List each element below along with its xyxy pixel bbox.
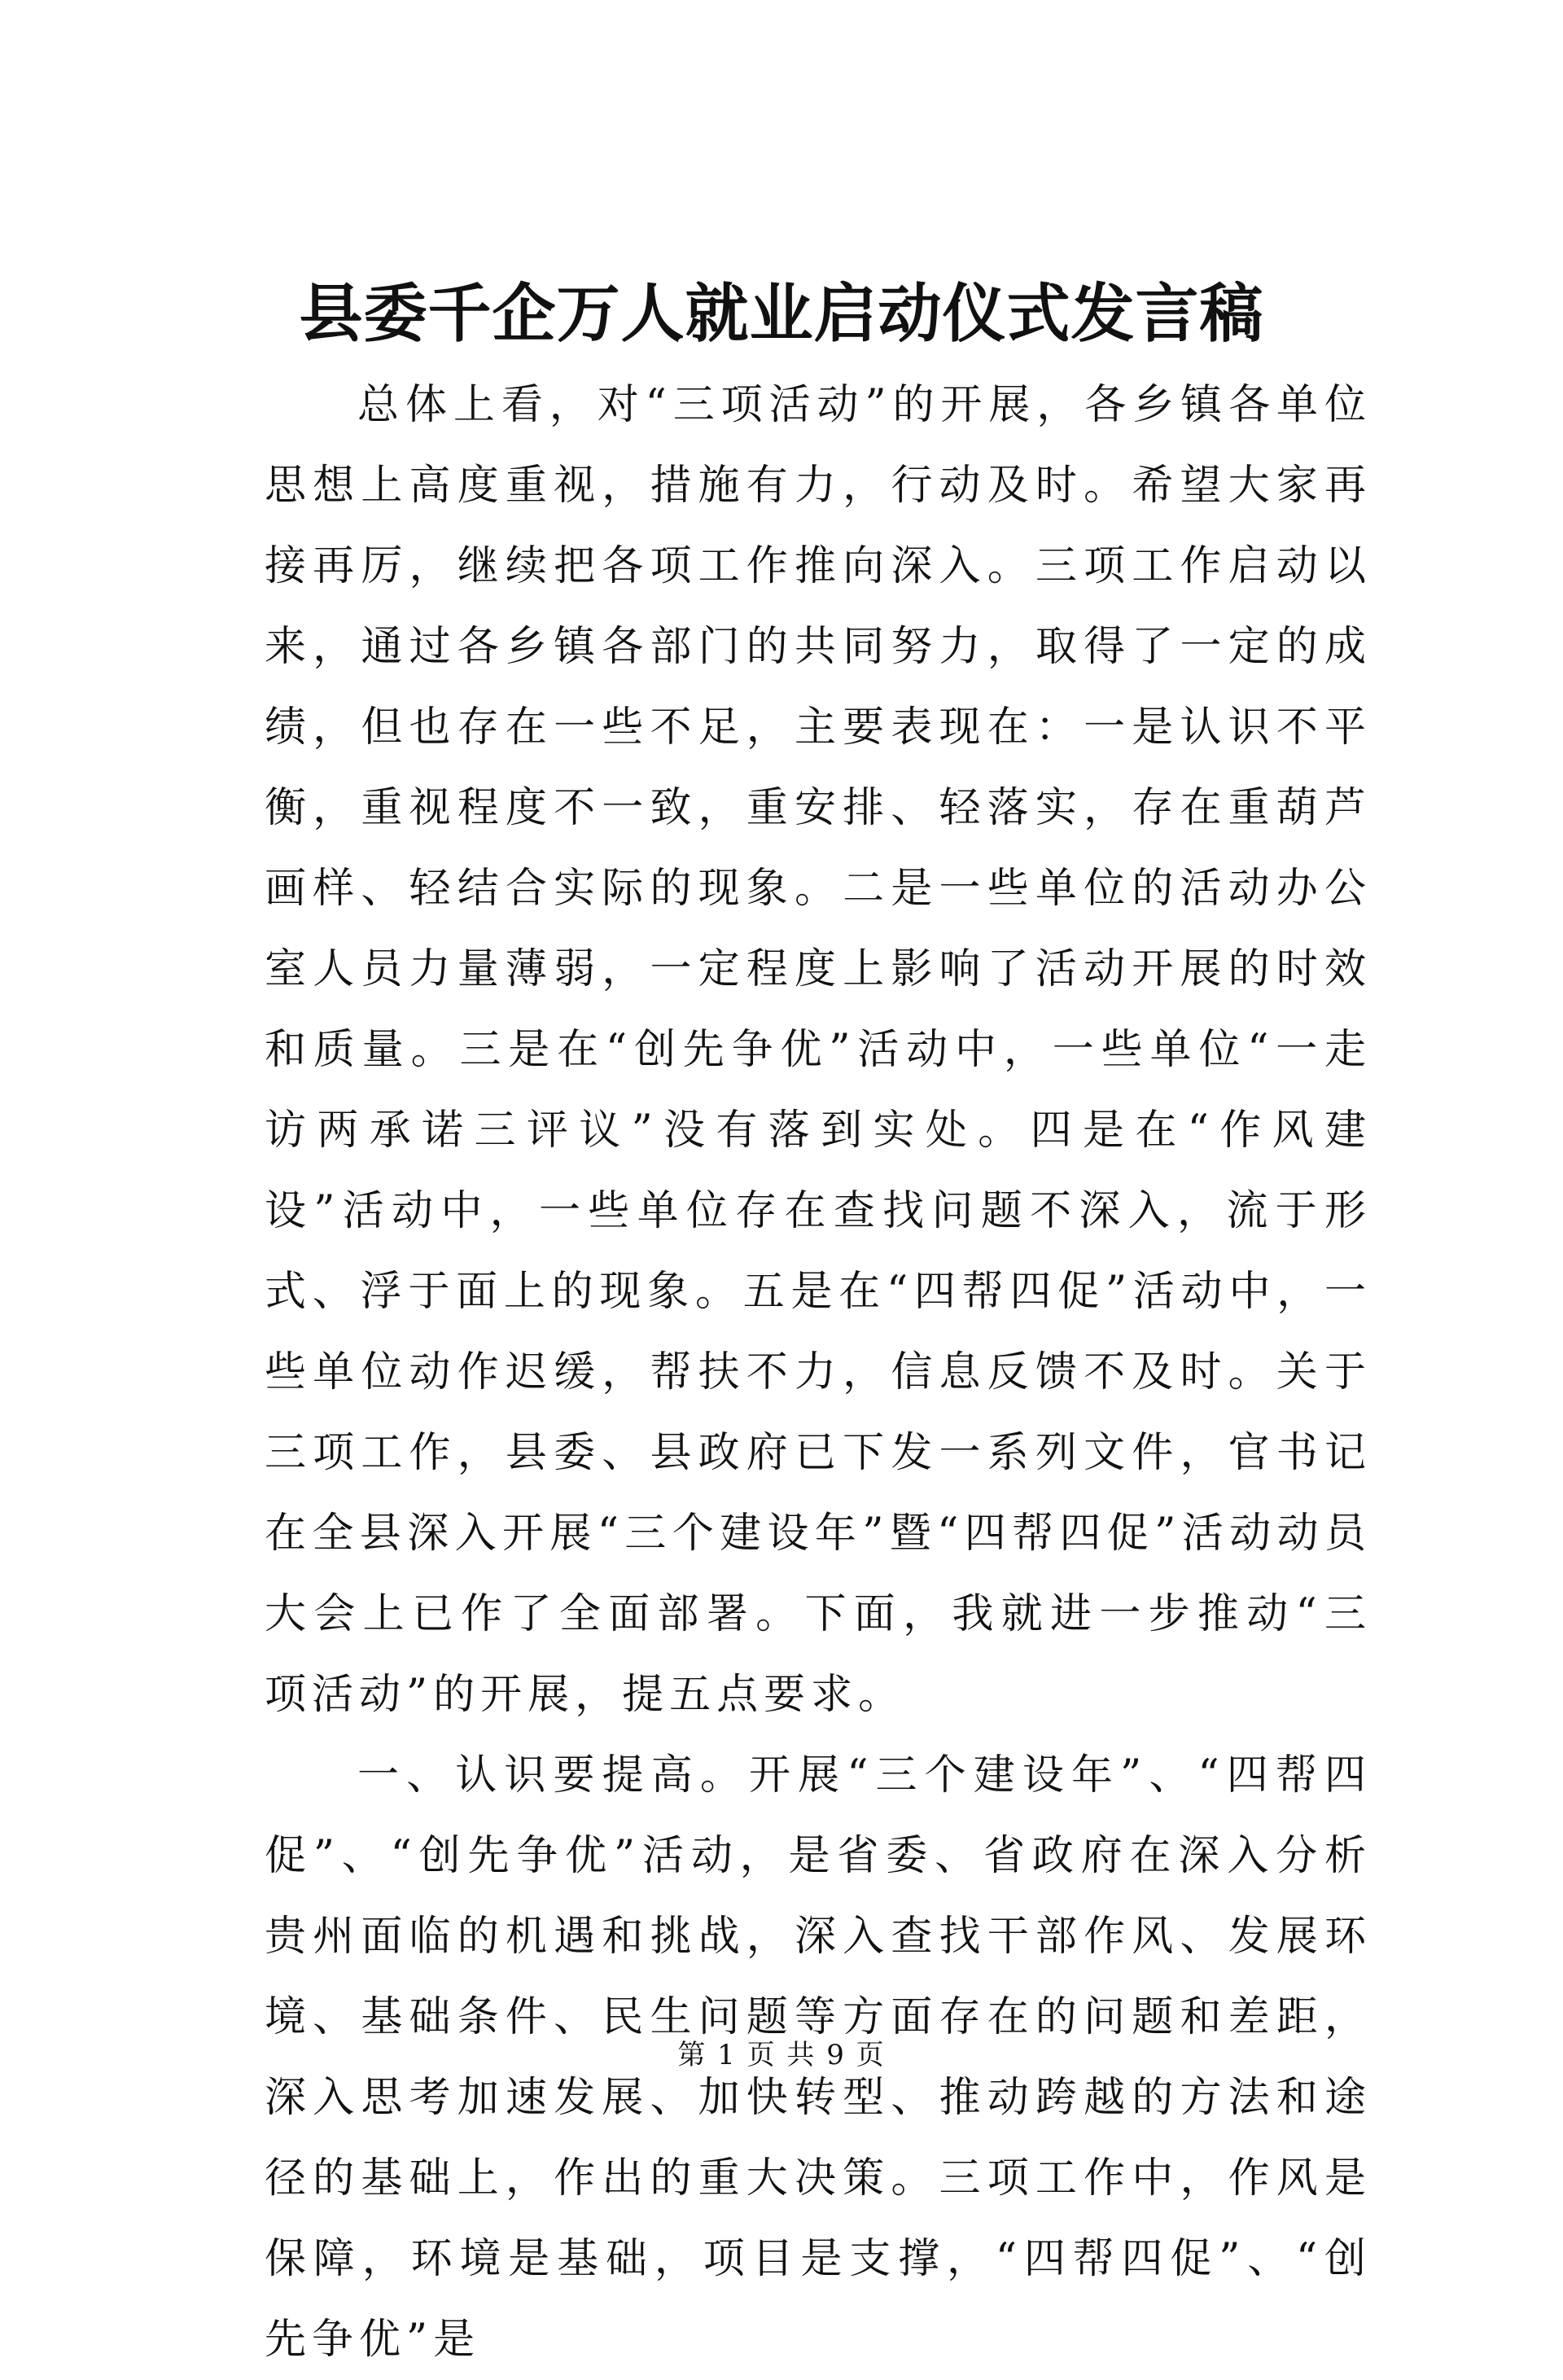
paragraph-overview: 总体上看，对“三项活动”的开展，各乡镇各单位思想上高度重视，措施有力，行动及时。希望大家再接再厉，继续把各项工作推向深入。三项工作启动以来，通过各乡镇各部门的共同努力，取得了一定的成绩，但也存在一些不足，主要表现在：一是认识不平衡，重视程度不一致，重安排、轻落实，存在重葫芦画样、轻结合实际的现象。二是一些单位的活动办公室人员力量薄弱，一定程度上影响了活动开展的时效和质量。三是在“创先争优”活动中，一些单位“一走访两承诺三评议”没有落到实处。四是在“作风建设”活动中，一些单位存在查找问题不深入，流于形式、浮于面上的现象。五是在“四帮四促”活动中，一些单位动作迟缓，帮扶不力，信息反馈不及时。关于三项工作，县委、县政府已下发一系列文件，官书记在全县深入开展“三个建设年”暨“四帮四促”活动动员大会上已作了全面部署。下面，我就进一步推动“三项活动”的开展，提五点要求。 <box>265 381 1372 1719</box>
page-number: 第 1 页 共 9 页 <box>677 2039 886 2071</box>
paragraph-requirement-one: 一、认识要提高。开展“三个建设年”、“四帮四促”、“创先争优”活动，是省委、省政府在深入分析贵州面临的机遇和挑战，深入查找干部作风、发展环境、基础条件、民生问题等方面存在的问题和差距，深入思考加速发展、加快转型、推动跨越的方法和途径的基础上，作出的重大决策。三项工作中，作风是保障，环境是基础，项目是支撑，“四帮四促”、“创先争优”是 <box>265 1751 1372 2364</box>
document-body <box>265 365 1372 2380</box>
document-title: 县委千企万人就业启动仪式发言稿 <box>299 277 1264 351</box>
